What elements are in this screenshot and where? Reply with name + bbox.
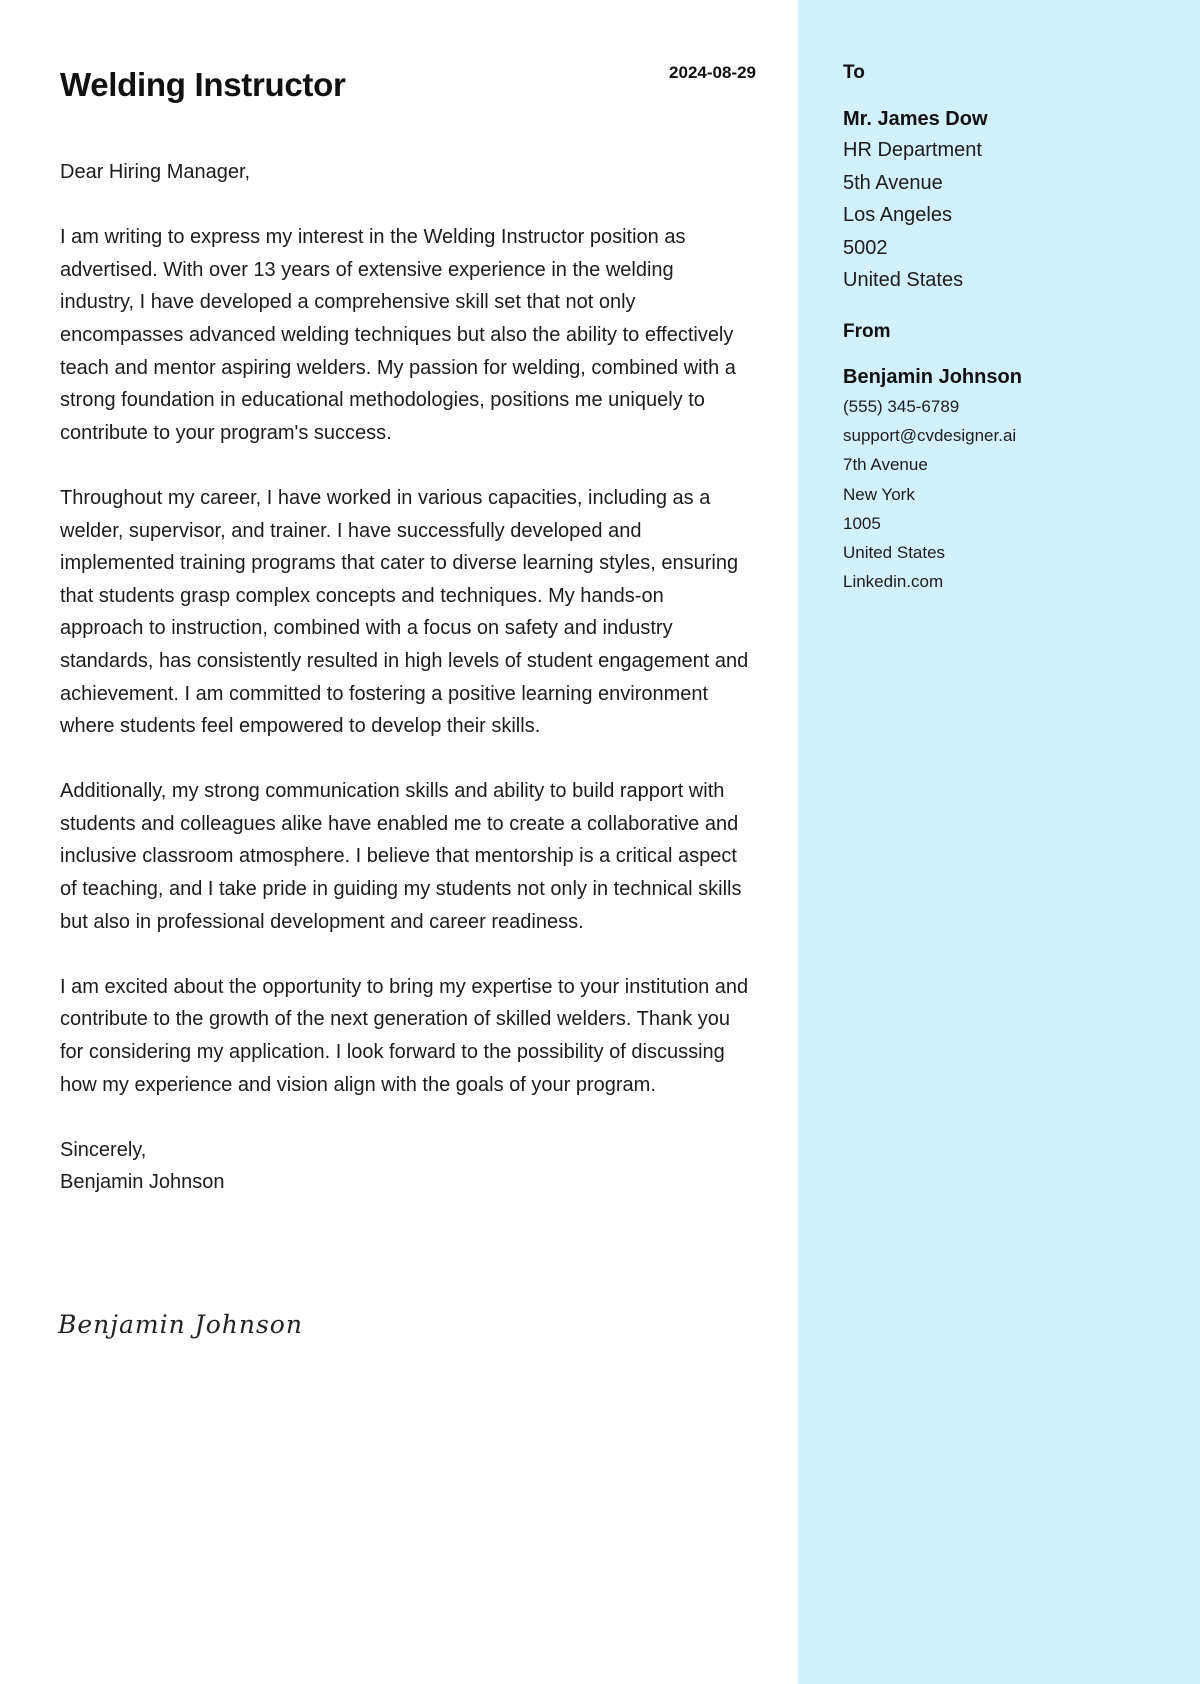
sender-street: 7th Avenue — [843, 455, 928, 475]
recipient-country: United States — [843, 269, 964, 292]
greeting: Dear Hiring Manager, — [60, 161, 251, 183]
closing: Sincerely, — [60, 1138, 147, 1161]
letter-date: 2024-08-29 — [669, 63, 756, 82]
paragraph-1: I am writing to express my interest in the Welding Instructor position as advertised. With over 13 years of extensive experience in the welding industry, I have developed a comprehensive skill set that not only encompasses advanced welding techniques but also the ability to effectively teach and mentor aspiring welders. My passion for welding, combined with a strong foundation in educational methodologies, positions me uniquely to contribute to your program's success. — [60, 226, 736, 444]
sender-website: Linkedin.com — [843, 572, 944, 592]
paragraph-2: Throughout my career, I have worked in various capacities, including as a welder, supervisor, and trainer. I have successfully developed and implemented training programs that cater to diverse learning styles, ensuring that students grasp complex concepts and techniques. My hands-on approach to instruction, combined with a focus on safety and industry standards, has consistently resulted in high levels of student engagement and achievement. I am committed to fostering a positive learning environment where students feel empowered to develop their skills. — [60, 486, 749, 738]
recipient-city: Los Angeles — [843, 204, 952, 227]
contact-sidebar — [798, 0, 1200, 1684]
sender-city: New York — [843, 484, 915, 504]
to-heading: To — [843, 62, 865, 83]
closing-block — [60, 1134, 752, 1199]
paragraph-3: Additionally, my strong communication skills and ability to build rapport with students and colleagues alike have enabled me to create a collaborative and inclusive classroom atmosphere. I believe that mentorship is a critical aspect of teaching, and I take pride in guiding my students not only in technical skills but also in professional development and career readiness. — [60, 780, 742, 933]
paragraph-4: I am excited about the opportunity to bring my expertise to your institution and contribute to the growth of the next generation of skilled welders. Thank you for considering my application. I look forward to the possibility of discussing how my experience and vision align with the goals of your program. — [60, 975, 749, 1096]
sender-zip: 1005 — [843, 513, 881, 533]
recipient-department: HR Department — [843, 139, 982, 161]
recipient-street: 5th Avenue — [843, 171, 943, 194]
sender-email: support@cvdesigner.ai — [843, 426, 1017, 446]
letter-body — [60, 156, 752, 1199]
sender-phone: (555) 345-6789 — [843, 396, 960, 416]
sender-name: Benjamin Johnson — [843, 365, 1022, 388]
recipient-block — [843, 62, 1183, 297]
sender-name-closing: Benjamin Johnson — [60, 1171, 225, 1194]
recipient-name: Mr. James Dow — [843, 108, 988, 130]
signature: Benjamin Johnson — [58, 1310, 303, 1339]
sender-country: United States — [843, 542, 946, 562]
sidebar-content — [843, 62, 1183, 596]
recipient-zip: 5002 — [843, 236, 888, 259]
sender-block — [843, 321, 1183, 596]
job-title: Welding Instructor — [60, 66, 346, 103]
from-heading: From — [843, 320, 891, 342]
